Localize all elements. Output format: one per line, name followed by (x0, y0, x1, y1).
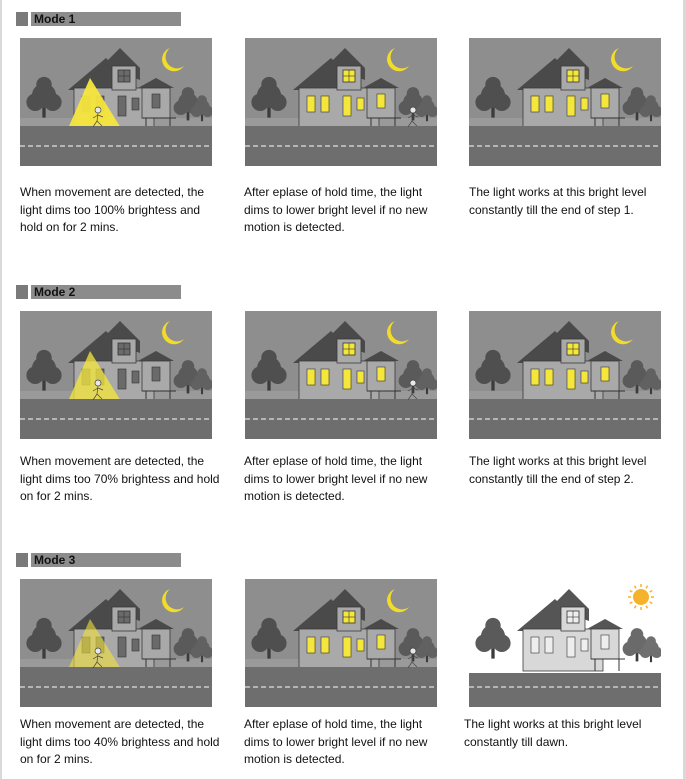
mode-2-title: Mode 2 (31, 285, 181, 299)
mode-1-step-3-caption: The light works at this bright level constantly till the end of step 1. (469, 185, 647, 217)
mode-2-step-1-caption: When movement are detected, the light dims too 70% brightess and hold on for 2 mins. (20, 454, 220, 503)
mode-2-step-1-illustration (20, 311, 212, 439)
mode-3-step-2-illustration (245, 579, 437, 707)
mode-1-step-1-illustration (20, 38, 212, 166)
mode-3-step-2-caption: After eplase of hold time, the light dims to lower bright level if no new motion is detected. (244, 717, 428, 766)
mode-2-step-3-caption: The light works at this bright level constantly till the end of step 2. (469, 454, 647, 486)
mode-3-step-1-caption: When movement are detected, the light dims too 40% brightess and hold on for 2 mins. (20, 717, 220, 766)
mode-2-step-2-illustration (245, 311, 437, 439)
mode-1-step-1-caption: When movement are detected, the light dims too 100% brightess and hold on for 2 mins. (20, 185, 205, 234)
mode-1-title: Mode 1 (31, 12, 181, 26)
header-marker (16, 12, 28, 26)
mode-3-step-1-illustration (20, 579, 212, 707)
document-page (2, 0, 683, 779)
mode-3-title: Mode 3 (31, 553, 181, 567)
mode-3-step-3-illustration (469, 579, 661, 707)
mode-2-step-3-illustration (469, 311, 661, 439)
mode-2-step-2-caption: After eplase of hold time, the light dims to lower bright level if no new motion is detected. (244, 454, 428, 503)
mode-1-step-3-illustration (469, 38, 661, 166)
header-marker (16, 285, 28, 299)
mode-3-step-3-caption: The light works at this bright level constantly till dawn. (464, 717, 642, 749)
mode-1-step-2-illustration (245, 38, 437, 166)
header-marker (16, 553, 28, 567)
mode-1-step-2-caption: After eplase of hold time, the light dims to lower bright level if no new motion is detected. (244, 185, 428, 234)
